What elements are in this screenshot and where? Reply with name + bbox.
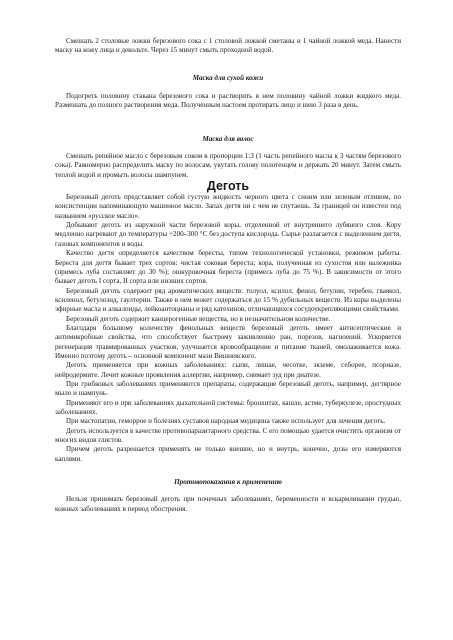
tar-paragraph: Добывают деготь из наружной части березовой коры, отделенной от внутреннего лубяного слоя. Кору медленно нагревают до температуры +200–300 °С без доступа кислорода. Сырье разлагается с выделением дегтя, газовых компонентов и воды. <box>55 221 401 248</box>
tar-paragraph: Деготь применяется при кожных заболеваниях: сыпи, лишае, чесотке, экземе, себорее, псориазе, нейродермите. Лечит кожные проявления аллергии, например, снимает зуд при диатезе. <box>55 361 401 379</box>
tar-paragraph: Деготь используется в качестве противопаразитарного средства. С его помощью удается очистить организм от многих видов глистов. <box>55 426 401 445</box>
dry-skin-paragraph: Подогреть половину стакана березового сока и растворить в нем половину чайной ложки жидкого меда. Размешать до полного растворения меда. Полученным настоем протирать лицо и шею 3 раза в день. <box>55 92 401 110</box>
dry-skin-heading: Маска для сухой кожи <box>192 73 264 82</box>
tar-paragraph: При грибковых заболеваниях применяются препараты, содержащие березовый деготь, например, дегтярное мыло и шампунь. <box>55 379 401 398</box>
contraindications-heading: Противопоказания к применению <box>174 478 282 487</box>
tar-paragraph: Применяют его и при заболеваниях дыхательной системы: бронхитах, кашле, астме, туберкулезе, простудных заболеваниях. <box>55 398 401 416</box>
hair-heading: Маска для волос <box>202 134 254 143</box>
section-title: Деготь <box>206 179 250 194</box>
tar-paragraph: Березовый деготь содержит канцерогенные вещества, но в незначительном количестве. <box>66 314 331 323</box>
hair-paragraph: Смешать репейное масло с березовым соком в пропорции 1:3 (1 часть репейного масла к 3 частям березового сока). Равномерно распределить маску по волосам, укутать голову полотенцем и держать 20 минут. Затем смыть теплой водой и промыть волосы шампунем. <box>55 152 401 179</box>
tar-paragraph: Качество дегтя определяется качеством бересты, типом технологической установки, режимом работы. Береста для дегтя бывает трех сортов: чистая соковая береста; кора, полученная из сухостоя или валежника (примесь луба составляет до 30 %); ошкуровочная береста (примесь луба до 75 %). В зависимости от этого бывает деготь I сорта, II сорта или низших сортов. <box>55 249 401 286</box>
tar-paragraph: При мастопатии, геморрое и болезнях суставов народная медицина также использует для лечения деготь. <box>66 417 386 426</box>
tar-paragraph: Березовый деготь содержит ряд ароматических веществ: толуол, ксилол, фенол, бетулин, теребен, гваякол, ксиленол, бетулозид, гаултерин. Также в нем может содержаться до 15 % дубильных веществ. Из коры выделены эфирные масла и алкалоиды, лейкоантоцианы и ряд катехинов, отличающихся сосудоукрепляющими свойствами. <box>55 286 401 314</box>
tar-paragraph: Причем деготь разрешается применять не только внешне, но и внутрь, конечно, дозы его измеряются каплями. <box>55 445 401 463</box>
intro-paragraph: Смешать 2 столовые ложки березового сока с 1 столовой ложкой сметаны и 1 чайной ложкой меда. Нанести маску на кожу лица и декольте. Через 15 минут смыть проходной водой. <box>55 37 401 55</box>
tar-paragraph: Березовый деготь представляет собой густую жидкость черного цвета с синим или зеленым отливом, по консистенции напоминающую машинное масло. Запах дегтя ни с чем не спутаешь. За границей он известен под названием «русское масло». <box>55 193 401 220</box>
contraindications-paragraph: Нельзя принимать березовый деготь при почечных заболеваниях, беременности и вскармливании грудью, кожных заболеваниях в период обострения. <box>55 495 401 513</box>
tar-paragraph: Благодаря большому количеству фенольных веществ березовый деготь имеет антисептические и антимикробные свойства, что способствует быстрому заживлению ран, порезов, нагноений. Ускоряется регенерация травмированных участков, улучшается кровообращение и питание тканей, омолаживается кожа. Именно поэтому деготь – основной компонент мази Вишневского. <box>55 323 401 360</box>
